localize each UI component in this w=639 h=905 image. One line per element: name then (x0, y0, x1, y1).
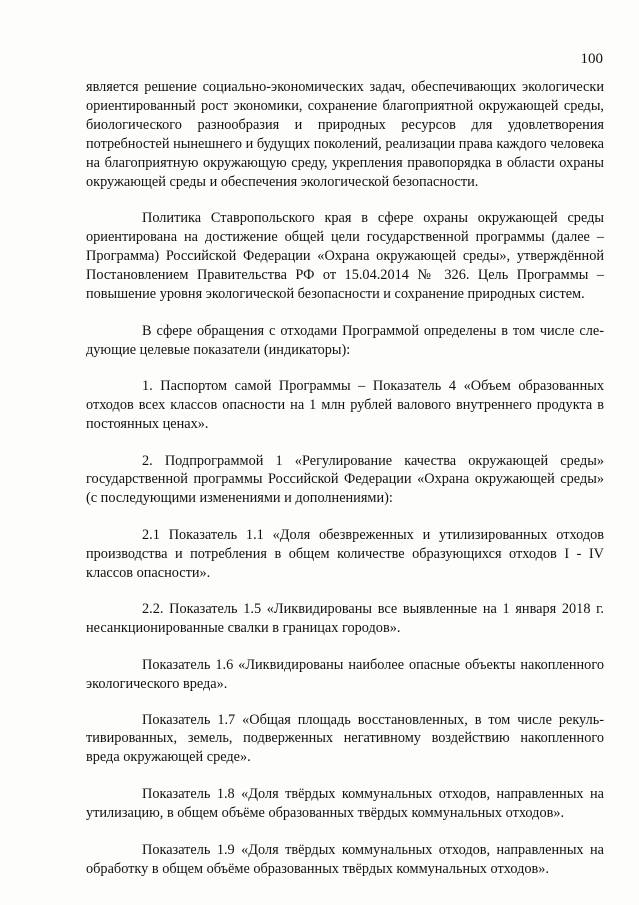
paragraph-1: является решение социально-экономических задач, обеспечивающих экологически ориентированный рост экономики, сохранение благоприятной окружающей среды, биологического разнообразия и природных ресурсов для удовлетворения потребностей нынешнего и будущих поколений, реализации права каждого человека на благоприятную окружающую среду, укрепления правопорядка в области охраны окружающей среды и обеспечения экологической безопасности. (86, 79, 604, 190)
paragraph-2: Политика Ставропольского края в сфере охраны окружающей среды ориентирована на достижение общей цели государственной программы (далее – Программа) Российской Федерации «Охрана окружающей среды», утверждённой Постановлением Правительства РФ от 15.04.2014 № 326. Цель Программы – повышение уровня экологической безопасности и сохранение природных систем. (86, 210, 604, 303)
paragraph-9: Показатель 1.7 «Общая площадь восстановленных, в том числе рекультивированных, земель, подверженных негативному воздействию накопленного вреда окружающей среде». (86, 711, 604, 766)
page-number: 100 (580, 51, 603, 67)
paragraph-5: 2. Подпрограммой 1 «Регулирование качества окружающей среды» государственной программы Российской Федерации «Охрана окружающей среды» (с последующими изменениями и дополнениями): (86, 452, 604, 507)
paragraph-4: 1. Паспортом самой Программы – Показатель 4 «Объем образованных отходов всех классов опасности на 1 млн рублей валового внутреннего продукта в постоянных ценах». (86, 377, 604, 432)
paragraph-3: В сфере обращения с отходами Программой определены в том числе следующие целевые показатели (индикаторы): (86, 322, 604, 358)
paragraph-11: Показатель 1.9 «Доля твёрдых коммунальных отходов, направленных на обработку в общем объёме образованных твёрдых коммунальных отходов». (86, 842, 604, 877)
paragraph-8: Показатель 1.6 «Ликвидированы наиболее опасные объекты накопленного экологического вреда». (86, 656, 604, 692)
paragraph-6: 2.1 Показатель 1.1 «Доля обезвреженных и утилизированных отходов производства и потребления в общем количестве образующихся отходов I - IV классов опасности». (86, 527, 604, 582)
paragraph-7: 2.2. Показатель 1.5 «Ликвидированы все выявленные на 1 января 2018 г. несанкционированные свалки в границах городов». (86, 600, 604, 636)
document-body (86, 78, 604, 879)
paragraph-10: Показатель 1.8 «Доля твёрдых коммунальных отходов, направленных на утилизацию, в общем объёме образованных твёрдых коммунальных отходов». (86, 786, 604, 822)
